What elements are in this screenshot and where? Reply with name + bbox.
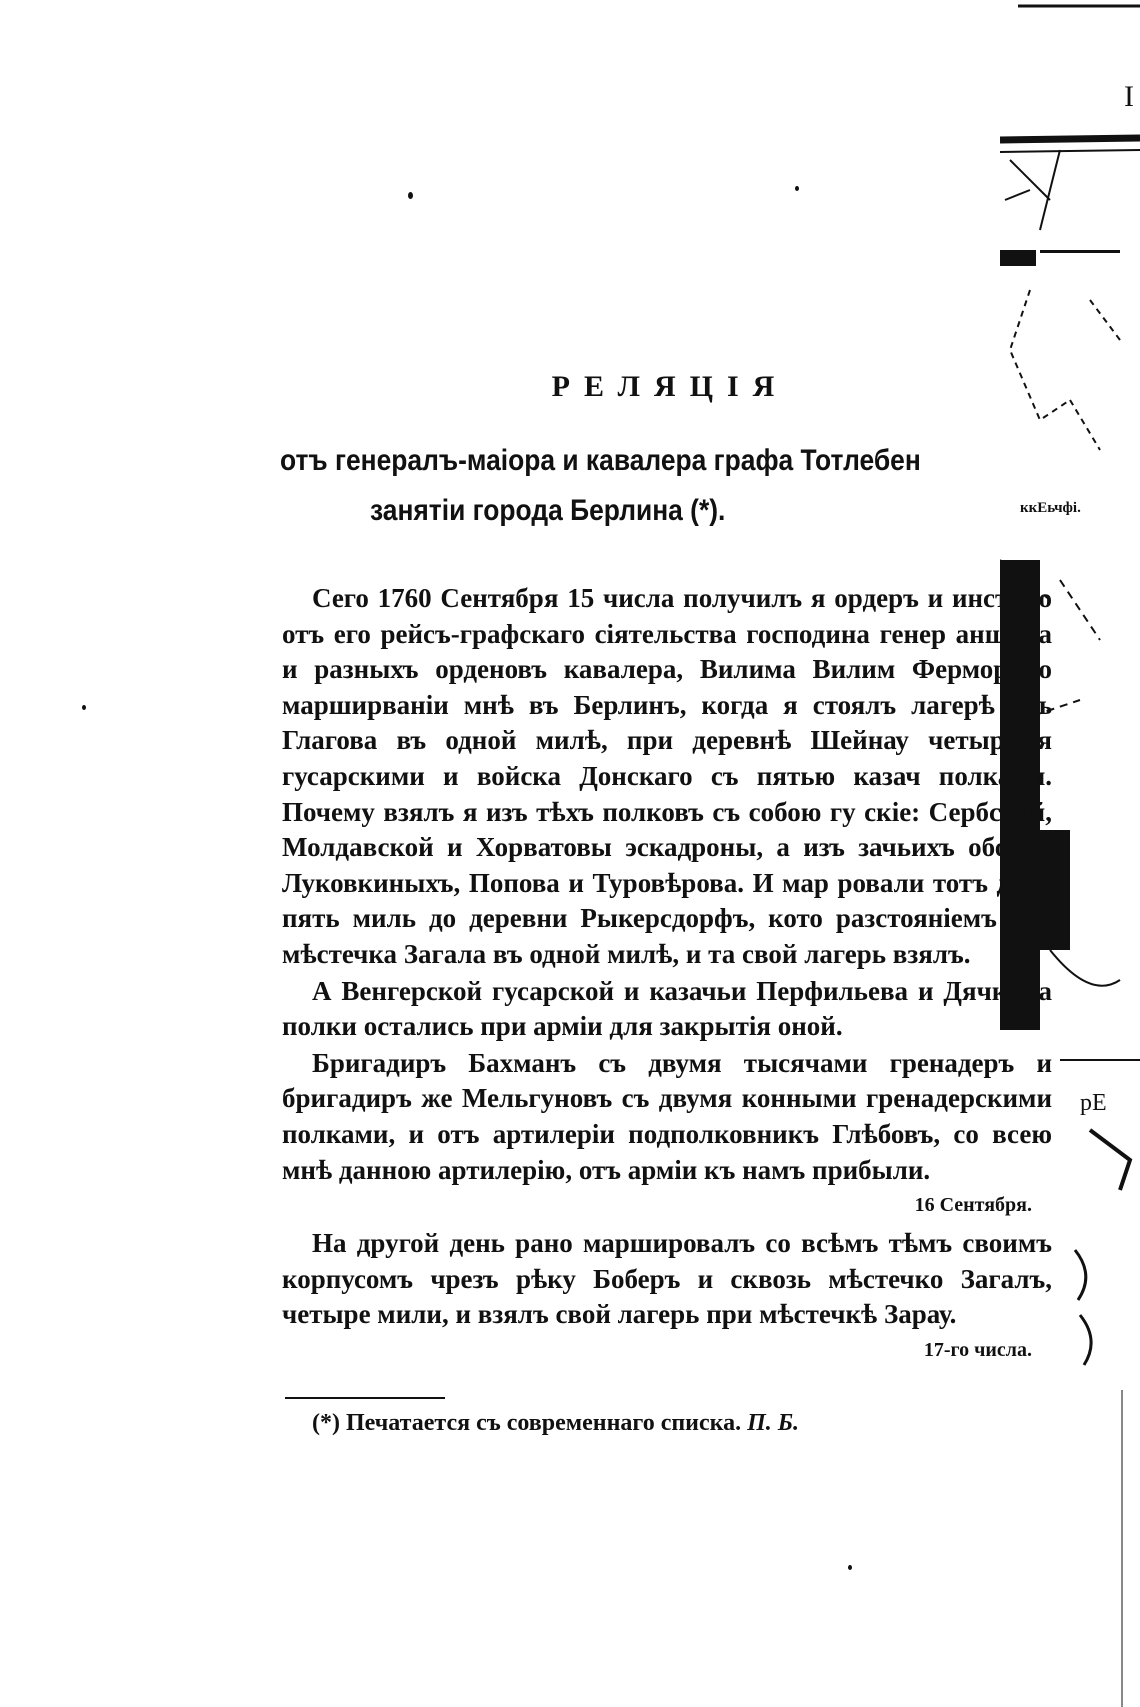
scan-speck [82, 705, 86, 710]
footnote [312, 1410, 799, 1437]
date-heading-2: 17-го числа. [923, 1338, 1032, 1361]
subtitle-line-2: занятіи города Берлина (*). [370, 494, 726, 527]
footnote-initials: П. Б. [747, 1410, 800, 1436]
paragraph-2: А Венгерской гусарской и казачьи Перфильева и Дячкина полки остались при арміи для закрытія оной. [282, 975, 1052, 1042]
edge-glyph: рЕ [1080, 1090, 1107, 1116]
body-text [282, 580, 1052, 1371]
margin-note: ккЕьчфі. [1020, 500, 1081, 516]
scan-speck [795, 186, 799, 191]
page-title: РЕЛЯЦІЯ [551, 370, 789, 403]
paragraph-1: Сего 1760 Сентября 15 числа получилъ я ордеръ и инстцію отъ его рейсъ-графскаго сіятельства господина генер аншефа и разныхъ орденовъ кавалера, Вилима Вилим Фермора о марширваніи мнѣ въ Берлинъ, когда я стоялъ лагерѣ отъ Глагова въ одной милѣ, при деревнѣ Шейнау четырьмя гусарскими и войска Донскаго съ пятью казач полками. Почему взялъ я изъ тѣхъ полковъ съ собою гу скіе: Сербской, Молдавской и Хорватовы эскадроны, а изъ зачьихъ обоихъ Луковкиныхъ, Попова и Туровѣрова. И мар ровали тотъ день пять миль до деревни Рыкерсдорфъ, кото разстояніемъ отъ мѣстечка Загала въ одной милѣ, и та свой лагерь взялъ. [282, 583, 1052, 969]
edge-mark: I [1124, 80, 1134, 113]
footnote-mark: (*) [312, 1410, 340, 1436]
footnote-divider [285, 1397, 445, 1399]
footnote-text: Печатается съ современнаго списка. [345, 1410, 742, 1436]
paragraph-4: На другой день рано маршировалъ со всѣмъ тѣмъ своимъ корпусомъ чрезъ рѣку Боберъ и сквозь мѣстечко Загалъ, четыре мили, и взялъ свой лагерь при мѣстечкѣ Зарау. [282, 1228, 1052, 1330]
subtitle-line-1: отъ генералъ-маіора и кавалера графа Тотлебен [280, 444, 921, 477]
date-heading-1: 16 Сентября. [914, 1194, 1032, 1217]
scan-speck [408, 192, 413, 199]
paragraph-3: Бригадиръ Бахманъ съ двумя тысячами гренадеръ и бригадиръ же Мельгуновъ съ двумя конными гренадерскими полками, и отъ артилеріи подполковникъ Глѣбовъ, со всею мнѣ данною артилерію, отъ арміи къ намъ прибыли. [282, 1047, 1052, 1185]
scan-speck [848, 1565, 852, 1570]
